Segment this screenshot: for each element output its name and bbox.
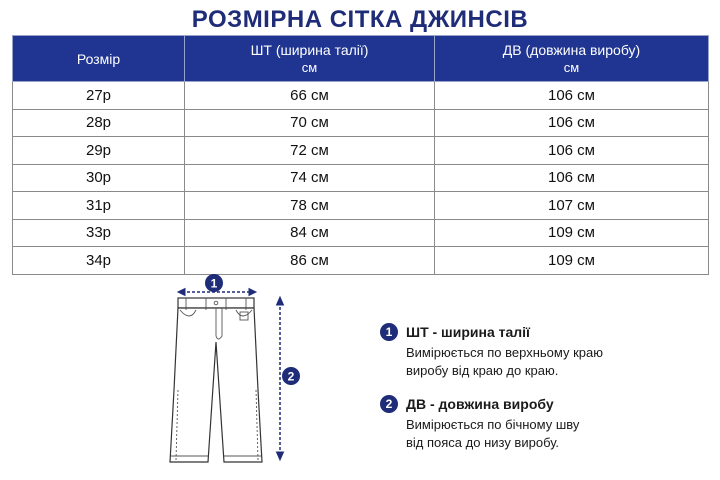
cell-size: 34р xyxy=(13,247,185,275)
cell-length: 106 см xyxy=(435,164,709,192)
cell-waist: 72 см xyxy=(185,137,435,165)
cell-size: 30р xyxy=(13,164,185,192)
cell-length: 106 см xyxy=(435,137,709,165)
cell-waist: 86 см xyxy=(185,247,435,275)
header-label: ШТ (ширина талії) xyxy=(250,41,369,58)
marker-2-label: 2 xyxy=(287,369,295,384)
cell-waist: 66 см xyxy=(185,82,435,110)
cell-size: 28р xyxy=(13,109,185,137)
table-row xyxy=(13,219,709,247)
legend-number-badge: 2 xyxy=(380,395,398,413)
cell-size: 31р xyxy=(13,192,185,220)
header-unit: см xyxy=(301,59,318,75)
legend-item-length xyxy=(380,394,710,452)
table-row xyxy=(13,82,709,110)
header-unit: см xyxy=(563,59,580,75)
marker-1 xyxy=(205,274,223,292)
header-size xyxy=(13,36,185,82)
cell-length: 109 см xyxy=(435,219,709,247)
legend-number-badge: 1 xyxy=(380,323,398,341)
cell-length: 106 см xyxy=(435,109,709,137)
measurement-legend xyxy=(380,322,710,466)
cell-size: 29р xyxy=(13,137,185,165)
cell-size: 33р xyxy=(13,219,185,247)
table-row xyxy=(13,109,709,137)
cell-length: 107 см xyxy=(435,192,709,220)
header-length xyxy=(435,36,709,82)
legend-desc-line: Вимірюється по верхньому краю xyxy=(406,345,603,360)
legend-desc-line: Вимірюється по бічному шву xyxy=(406,417,580,432)
table-row xyxy=(13,137,709,165)
cell-size: 27р xyxy=(13,82,185,110)
legend-item-waist xyxy=(380,322,710,380)
cell-waist: 70 см xyxy=(185,109,435,137)
legend-description xyxy=(406,344,710,380)
cell-waist: 78 см xyxy=(185,192,435,220)
cell-waist: 84 см xyxy=(185,219,435,247)
legend-title: ШТ - ширина талії xyxy=(406,324,530,340)
cell-waist: 74 см xyxy=(185,164,435,192)
table-header-row xyxy=(13,36,709,82)
header-waist xyxy=(185,36,435,82)
table-row xyxy=(13,247,709,275)
size-table xyxy=(12,35,709,275)
cell-length: 106 см xyxy=(435,82,709,110)
table-row xyxy=(13,192,709,220)
legend-description xyxy=(406,416,710,452)
table-row xyxy=(13,164,709,192)
header-label: ДВ (довжина виробу) xyxy=(502,41,641,58)
cell-length: 109 см xyxy=(435,247,709,275)
header-label: Розмір xyxy=(76,50,121,67)
legend-desc-line: виробу від краю до краю. xyxy=(406,363,559,378)
page-title: РОЗМІРНА СІТКА ДЖИНСІВ xyxy=(191,6,529,33)
marker-2 xyxy=(282,367,300,385)
jeans-diagram xyxy=(160,270,310,470)
legend-title: ДВ - довжина виробу xyxy=(406,396,554,412)
marker-1-label: 1 xyxy=(210,276,218,291)
legend-desc-line: від пояса до низу виробу. xyxy=(406,435,560,450)
